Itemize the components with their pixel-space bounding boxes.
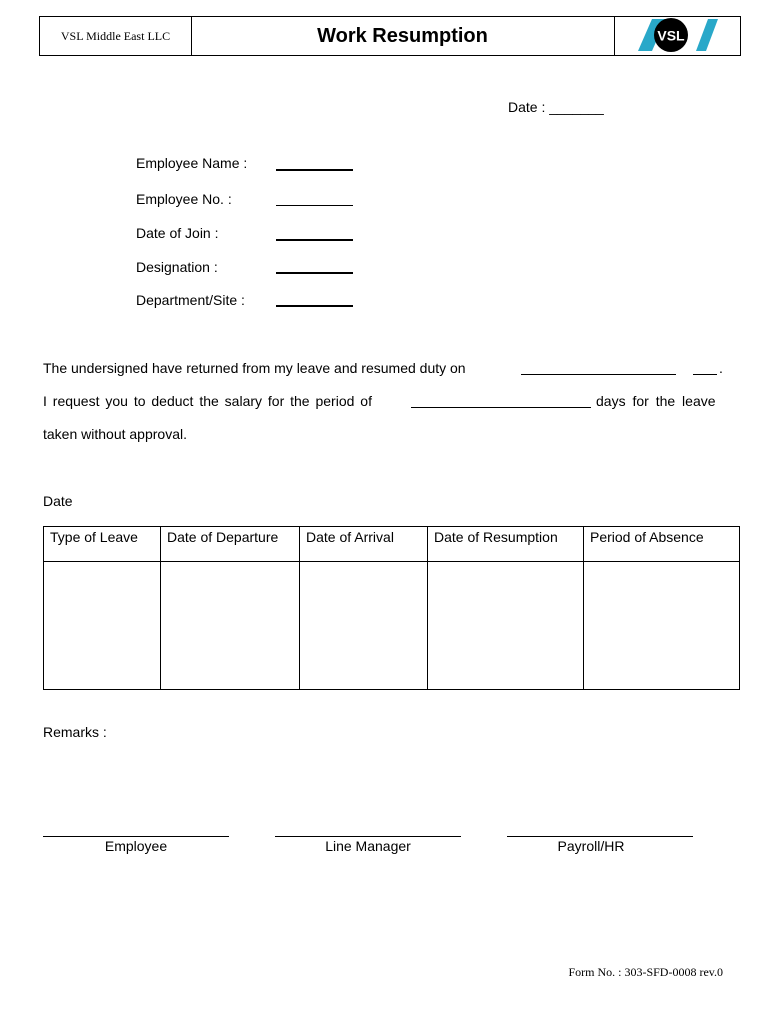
resumed-duty-date-field[interactable] [521, 374, 676, 375]
cell-date-of-resumption[interactable] [428, 562, 584, 690]
designation-label: Designation : [136, 259, 218, 275]
line-manager-signature-line[interactable] [275, 836, 461, 837]
paragraph-line-1: The undersigned have returned from my leave and resumed duty on [43, 360, 466, 376]
cell-type-of-leave[interactable] [44, 562, 161, 690]
logo-text: VSL [657, 27, 685, 44]
leave-table [43, 526, 740, 690]
date-line: Date : _______ [508, 99, 604, 115]
table-date-label: Date [43, 493, 73, 509]
cell-date-of-departure[interactable] [161, 562, 300, 690]
cell-date-of-arrival[interactable] [300, 562, 428, 690]
employee-no-field[interactable] [276, 205, 353, 206]
logo-stripe-right [696, 19, 718, 51]
designation-field[interactable] [276, 272, 353, 274]
col-date-of-departure: Date of Departure [161, 527, 300, 562]
vsl-logo-graphic [614, 17, 740, 55]
form-header [39, 16, 741, 56]
employee-signature-label: Employee [104, 838, 168, 854]
employee-no-label: Employee No. : [136, 191, 232, 207]
col-period-of-absence: Period of Absence [584, 527, 740, 562]
line-manager-signature-label: Line Manager [325, 838, 411, 854]
employee-name-field[interactable] [276, 169, 353, 171]
resumed-duty-date-extra [693, 374, 717, 375]
cell-period-of-absence[interactable] [584, 562, 740, 690]
department-site-field[interactable] [276, 305, 353, 307]
table-header-row [44, 527, 740, 562]
col-date-of-resumption: Date of Resumption [428, 527, 584, 562]
payroll-hr-signature-line[interactable] [507, 836, 693, 837]
form-title: Work Resumption [191, 17, 615, 55]
form-number: Form No. : 303-SFD-0008 rev.0 [568, 965, 723, 979]
vsl-logo [614, 17, 740, 55]
col-date-of-arrival: Date of Arrival [300, 527, 428, 562]
remarks-label: Remarks : [43, 724, 107, 740]
period-mark: . [719, 360, 723, 376]
paragraph-line-3: taken without approval. [43, 426, 187, 442]
employee-signature-line[interactable] [43, 836, 229, 837]
date-of-join-label: Date of Join : [136, 225, 219, 241]
deduction-days-field[interactable] [411, 407, 591, 408]
date-of-join-field[interactable] [276, 239, 353, 241]
company-name: VSL Middle East LLC [40, 17, 192, 55]
table-row [44, 562, 740, 690]
paragraph-line-2-suffix: days for the leave [596, 393, 716, 409]
payroll-hr-signature-label: Payroll/HR [557, 838, 625, 854]
paragraph-line-2-prefix: I request you to deduct the salary for the period of [43, 393, 372, 409]
department-site-label: Department/Site : [136, 292, 245, 308]
employee-name-label: Employee Name : [136, 155, 248, 171]
col-type-of-leave: Type of Leave [44, 527, 161, 562]
